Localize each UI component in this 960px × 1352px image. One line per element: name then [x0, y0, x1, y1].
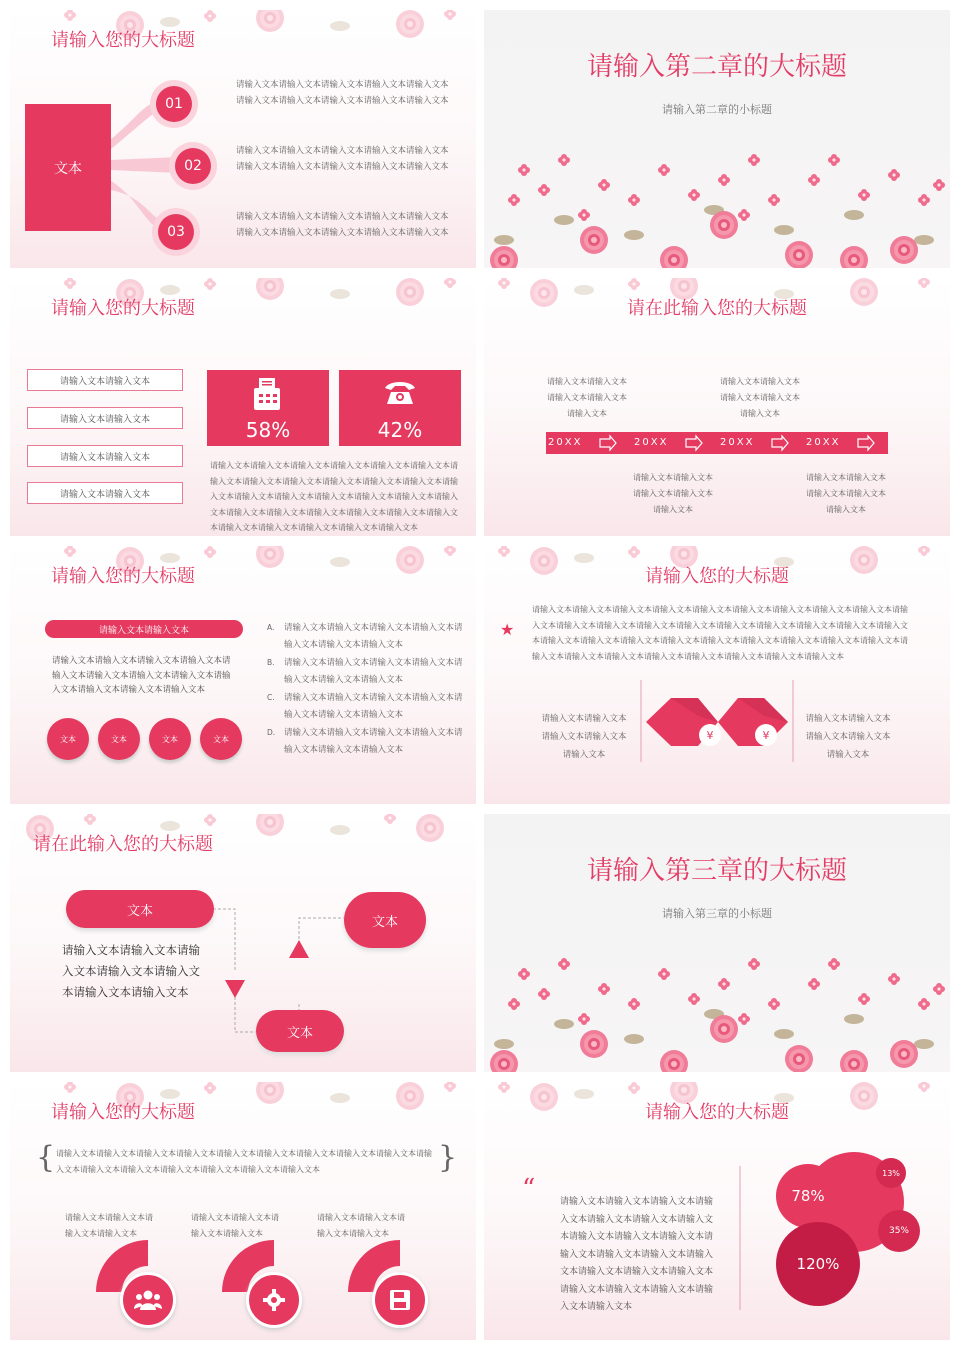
slide-1[interactable] [10, 10, 476, 268]
phone-icon [383, 378, 417, 406]
column-text-2: 请输入文本请输入文本请输入文本请输入文本 [191, 1213, 279, 1238]
quote-text: 请输入文本请输入文本请输入文本请输入文本请输入文本请输入文本请输入文本请输入文本请输入文本请输入文本请输入文本请输入文本请输入文本请输入文本请输入文本请输入文本请输入文本请输入文本请输入文本请输入文本请输入文本请输入文本 [560, 1197, 714, 1312]
flow-node-1: 文本 [66, 890, 214, 928]
slide-8-chapter[interactable] [484, 814, 950, 1072]
quote-mark-icon: “ [522, 1174, 536, 1204]
text-circle-4: 文本 [200, 718, 242, 760]
slide-title: 请输入您的大标题 [51, 30, 195, 51]
top-text-1: 请输入文本请输入文本请输入文本请输入文本请输入文本 [547, 377, 627, 418]
list-text-b: 请输入文本请输入文本请输入文本请输入文本请输入文本请输入文本请输入文本 [284, 658, 463, 685]
list-text-c: 请输入文本请输入文本请输入文本请输入文本请输入文本请输入文本请输入文本 [284, 693, 463, 720]
top-text-2: 请输入文本请输入文本请输入文本请输入文本请输入文本 [720, 377, 800, 418]
header-bar: 请输入文本请输入文本 [45, 620, 243, 638]
list-item-2: 请输入文本请输入文本 [27, 407, 183, 429]
rose-bouquet-illustration [484, 10, 950, 268]
number-circle-02: 02 [175, 148, 211, 184]
body-text: 请输入文本请输入文本请输入文本请输入文本请输入文本请输入文本请输入文本请输入文本请输入文本请输入文本请输入文本请输入文本请输入文本请输入文本请输入文本请输入文本请输入文本请输入文本请输入文本请输入文本请输入文本请输入文本请输入文本请输入文本请输入文本请输入文本请输入文本请输入文本请输入文本请输入文本请输入文本请输入文本请输入文本请输入文本请输入文本请输入文本 [532, 605, 908, 661]
body-text: 请输入文本请输入文本请输入文本请输入文本请输入文本请输入文本请输入文本 [62, 943, 200, 999]
save-icon [372, 1272, 428, 1328]
slide-6[interactable] [484, 546, 950, 804]
slide-title: 请输入您的大标题 [51, 298, 195, 319]
bottom-text-1: 请输入文本请输入文本请输入文本请输入文本请输入文本 [633, 473, 713, 514]
column-text-3: 请输入文本请输入文本请输入文本请输入文本 [317, 1213, 405, 1238]
main-text-box: 文本 [25, 104, 111, 231]
list-item-3: 请输入文本请输入文本 [27, 445, 183, 467]
stat-value-2: 42% [377, 418, 423, 442]
bubble-120: 120% [776, 1222, 860, 1306]
list-item-1: 请输入文本请输入文本 [27, 369, 183, 391]
slide-3[interactable] [10, 278, 476, 536]
stat-value-1: 58% [245, 418, 291, 442]
list-letter-d: D. [267, 728, 276, 737]
chapter-subtitle: 请输入第二章的小标题 [662, 103, 772, 116]
timeline-year-4: 20XX [806, 437, 841, 448]
body-text: 请输入文本请输入文本请输入文本请输入文本请输入文本请输入文本请输入文本请输入文本请输入文本请输入文本请输入文本请输入文本 [52, 656, 231, 695]
chapter-title: 请输入第二章的大标题 [586, 52, 847, 82]
yuan-icon: ¥ [699, 724, 721, 746]
slide-title: 请输入您的大标题 [51, 566, 195, 587]
flow-node-3: 文本 [256, 1010, 344, 1052]
star-icon: ★ [500, 620, 515, 639]
list-letter-b: B. [267, 658, 275, 667]
quote-text: 请输入文本请输入文本请输入文本请输入文本请输入文本请输入文本请输入文本请输入文本请输入文本请输入文本请输入文本请输入文本请输入文本请输入文本请输入文本请输入文本 [56, 1149, 432, 1174]
slide-4[interactable] [484, 278, 950, 536]
list-letter-a: A. [267, 623, 275, 632]
stat-card-1 [207, 370, 329, 446]
timeline-year-2: 20XX [634, 437, 669, 448]
column-text-1: 请输入文本请输入文本请输入文本请输入文本 [65, 1213, 153, 1238]
list-text-d: 请输入文本请输入文本请输入文本请输入文本请输入文本请输入文本请输入文本 [284, 728, 463, 755]
slide-7[interactable] [10, 814, 476, 1072]
list-letter-c: C. [267, 693, 275, 702]
stat-card-2 [339, 370, 461, 446]
chapter-subtitle: 请输入第三章的小标题 [662, 907, 772, 920]
bubble-78: 78% [776, 1164, 840, 1228]
chapter-title: 请输入第三章的大标题 [586, 856, 847, 886]
list-item-4: 请输入文本请输入文本 [27, 482, 183, 504]
list-text-a: 请输入文本请输入文本请输入文本请输入文本请输入文本请输入文本请输入文本 [284, 623, 463, 650]
fax-icon [251, 376, 285, 412]
slide-title: 请输入您的大标题 [645, 566, 789, 587]
rose-bouquet-illustration [484, 814, 950, 1072]
gear-icon [246, 1272, 302, 1328]
slide-10[interactable] [484, 1082, 950, 1340]
slide-2-chapter[interactable] [484, 10, 950, 268]
timeline-year-3: 20XX [720, 437, 755, 448]
bubble-35: 35% [878, 1210, 920, 1252]
slide-5[interactable] [10, 546, 476, 804]
right-text: 请输入文本请输入文本请输入文本请输入文本请输入文本 [805, 714, 891, 760]
slide-9[interactable] [10, 1082, 476, 1340]
bubble-13: 13% [876, 1158, 906, 1188]
timeline-year-1: 20XX [548, 437, 583, 448]
number-circle-01: 01 [156, 86, 192, 122]
item-text-1: 请输入文本请输入文本请输入文本请输入文本请输入文本请输入文本请输入文本请输入文本请输入文本请输入文本 [236, 80, 449, 106]
people-icon [120, 1272, 176, 1328]
number-circle-03: 03 [158, 214, 194, 250]
yuan-icon: ¥ [755, 724, 777, 746]
item-text-3: 请输入文本请输入文本请输入文本请输入文本请输入文本请输入文本请输入文本请输入文本请输入文本请输入文本 [236, 212, 449, 238]
slide-title: 请输入您的大标题 [645, 1102, 789, 1123]
hexagon-diagram [484, 546, 950, 804]
slide-title: 请在此输入您的大标题 [33, 834, 213, 855]
body-text: 请输入文本请输入文本请输入文本请输入文本请输入文本请输入文本请输入文本请输入文本请输入文本请输入文本请输入文本请输入文本请输入文本请输入文本请输入文本请输入文本请输入文本请输入文本请输入文本请输入文本请输入文本请输入文本请输入文本请输入文本请输入文本请输入文本请输入文本请输入文本请输入文本请输入文本 [210, 461, 458, 532]
text-circle-2: 文本 [98, 718, 140, 760]
slide-title: 请在此输入您的大标题 [627, 298, 807, 319]
text-circle-1: 文本 [47, 718, 89, 760]
slide-title: 请输入您的大标题 [51, 1102, 195, 1123]
right-brace: } [438, 1140, 458, 1175]
flow-node-2: 文本 [344, 892, 426, 948]
left-brace: { [36, 1140, 56, 1175]
item-text-2: 请输入文本请输入文本请输入文本请输入文本请输入文本请输入文本请输入文本请输入文本请输入文本请输入文本 [236, 146, 449, 172]
left-text: 请输入文本请输入文本请输入文本请输入文本请输入文本 [541, 714, 627, 760]
text-circle-3: 文本 [149, 718, 191, 760]
bottom-text-2: 请输入文本请输入文本请输入文本请输入文本请输入文本 [806, 473, 886, 514]
